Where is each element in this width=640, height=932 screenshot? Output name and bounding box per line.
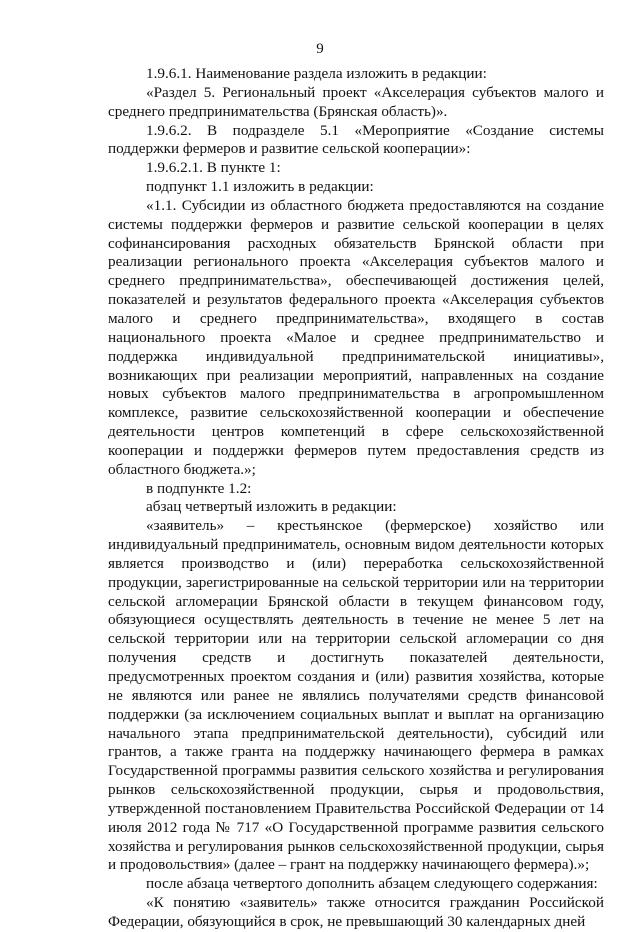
paragraph-fourth-abzac-instruction: абзац четвертый изложить в редакции: [146, 498, 397, 516]
paragraph-section-title: «Раздел 5. Региональный проект «Акселерация субъектов малого и среднего предпринимательства (Брянская область)». [108, 83, 604, 120]
paragraph-subitem-1-1-text: «1.1. Субсидии из областного бюджета предоставляются на создание системы поддержки фермеров и развитие сельской кооперации в целях софинансирования расходных обязательств Брянской области при реализации регионального проекта «Акселерация субъектов малого и среднего предпринимательства», обеспечивающей достижения целей, показателей и результатов федерального проекта «Акселерация субъектов малого и среднего предпринимательства», входящего в состав национального проекта «Малое и среднее предпринимательство и поддержка индивидуальной предпринимательской инициативы», возникающих при реализации мероприятий, направленных на создание новых субъектов малого предпринимательства в агропромышленном комплексе, развитие сельскохозяйственной кооперации и обеспечение деятельности центров компетенций в сфере сельскохозяйственной кооперации и поддержки фермеров путем предоставления средств из областного бюджета.»; [108, 196, 604, 478]
paragraph-subitem-1-2: в подпункте 1.2: [146, 479, 252, 497]
paragraph-subitem-1-1-instruction: подпункт 1.1 изложить в редакции: [146, 178, 374, 196]
page-number: 9 [316, 41, 324, 57]
paragraph-applicant-definition: «заявитель» – крестьянское (фермерское) хозяйство или индивидуальный предприниматель, основным видом деятельности которых является производство и (или) переработка сельскохозяйственной продукции, зарегистрированные на сельской территории или на территории сельской агломерации Брянской области в текущем финансовом году, обязующиеся осуществлять деятельность в течение не менее 5 лет на сельской территории или на территории сельской агломерации со дня получения средств и достигнуть показателей деятельности, предусмотренных проектом создания и (или) развития хозяйства, которые не являются или ранее не являлись получателями средств финансовой поддержки (за исключением социальных выплат и выплат на организацию начального этапа предпринимательской деятельности), субсидий или грантов, а также гранта на поддержку начинающего фермера в рамках Государственной программы развития сельского хозяйства и регулирования рынков сельскохозяйственной продукции, сырья и продовольствия, утвержденной постановлением Правительства Российской Федерации от 14 июля 2012 года № 717 «О Государственной программе развития сельского хозяйства и регулирования рынков сельскохозяйственной продукции, сырья и продовольствия» (далее – грант на поддержку начинающего фермера).»; [108, 517, 604, 874]
paragraph-applicant-extension: «К понятию «заявитель» также относится гражданин Российской Федерации, обязующийся в срок, не превышающий 30 календарных дней [108, 894, 604, 930]
document-body [108, 65, 604, 932]
paragraph-item-1: 1.9.6.2.1. В пункте 1: [146, 159, 281, 177]
paragraph-addition-instruction: после абзаца четвертого дополнить абзацем следующего содержания: [146, 875, 598, 893]
paragraph-section-title-instruction: 1.9.6.1. Наименование раздела изложить в редакции: [146, 65, 487, 82]
paragraph-subsection-instruction: 1.9.6.2. В подразделе 5.1 «Мероприятие «Создание системы поддержки фермеров и развитие сельской кооперации»: [108, 121, 604, 158]
